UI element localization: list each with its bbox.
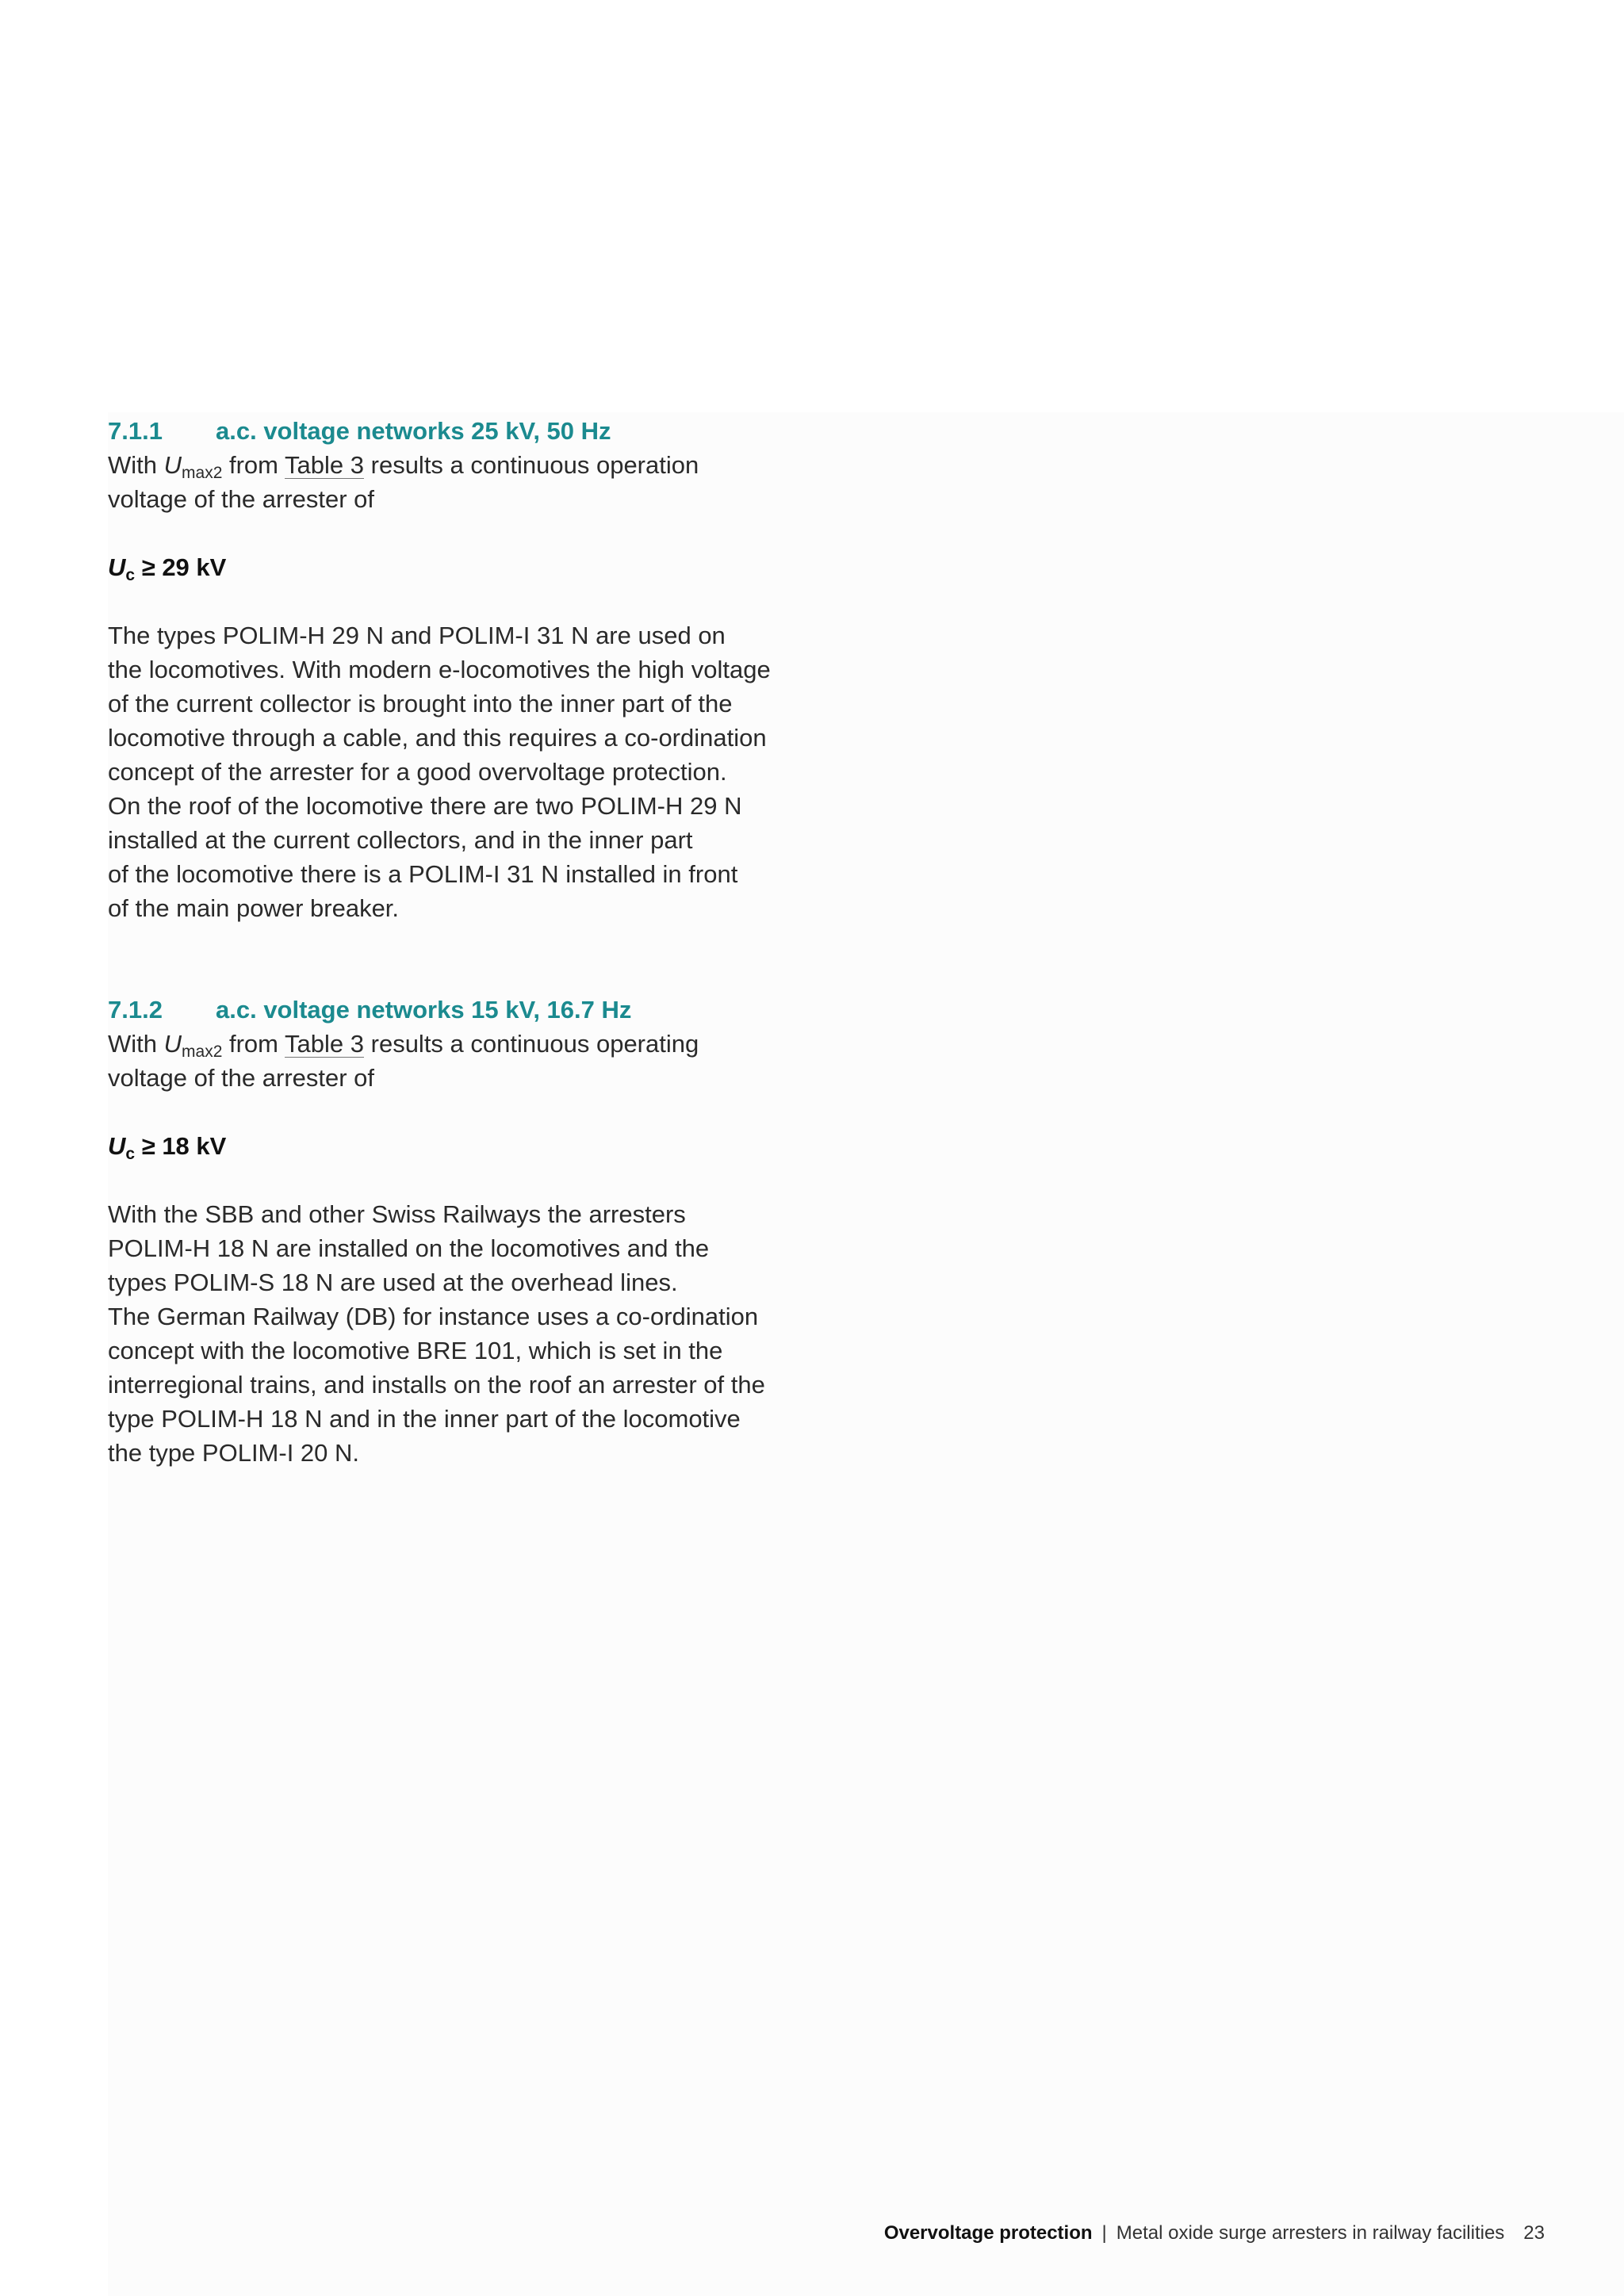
- footer-separator: |: [1101, 2222, 1107, 2244]
- body-line: of the locomotive there is a POLIM-I 31 N installed in front: [108, 860, 738, 888]
- subscript: max2: [182, 1043, 223, 1061]
- body-line: locomotive through a cable, and this requires a co-ordination: [108, 724, 767, 752]
- section-heading: [108, 993, 869, 1027]
- body-line: With the SBB and other Swiss Railways the arresters: [108, 1200, 686, 1228]
- section-title: a.c. voltage networks 15 kV, 16.7 Hz: [216, 996, 632, 1024]
- formula: [108, 550, 869, 584]
- body-line: On the roof of the locomotive there are two POLIM-H 29 N: [108, 792, 742, 820]
- formula-text: ≥ 18 kV: [135, 1132, 227, 1160]
- body-line: concept with the locomotive BRE 101, which is set in the: [108, 1337, 723, 1364]
- intro-text: from: [222, 451, 285, 479]
- intro-text: With: [108, 1030, 164, 1058]
- section-7-1-2: [108, 993, 869, 1470]
- intro-line: [108, 448, 869, 482]
- section-number: 7.1.1: [108, 417, 163, 445]
- formula-text: ≥ 29 kV: [135, 553, 227, 581]
- table-3-link[interactable]: Table 3: [285, 451, 365, 479]
- section-heading: [108, 414, 869, 448]
- body-line: installed at the current collectors, and in the inner part: [108, 826, 693, 854]
- formula-subscript: c: [125, 566, 136, 584]
- body-line: the locomotives. With modern e-locomotives the high voltage: [108, 656, 771, 683]
- body-line: type POLIM-H 18 N and in the inner part of the locomotive: [108, 1405, 741, 1433]
- formula-symbol: U: [108, 553, 126, 581]
- footer-subtitle: Metal oxide surge arresters in railway facilities: [1116, 2222, 1505, 2244]
- intro-text: results a continuous operating: [364, 1030, 699, 1058]
- page-number: 23: [1523, 2222, 1545, 2244]
- symbol: U: [163, 451, 182, 479]
- section-title: a.c. voltage networks 25 kV, 50 Hz: [216, 417, 611, 445]
- table-3-link[interactable]: Table 3: [285, 1030, 365, 1058]
- intro-text: With: [108, 451, 164, 479]
- subscript: max2: [182, 464, 223, 482]
- formula-subscript: c: [125, 1145, 136, 1163]
- intro-text: from: [222, 1030, 285, 1058]
- intro-line: [108, 1027, 869, 1061]
- intro-text: results a continuous operation: [364, 451, 699, 479]
- body-line: POLIM-H 18 N are installed on the locomotives and the: [108, 1234, 710, 1262]
- formula: [108, 1129, 869, 1163]
- body-line: types POLIM-S 18 N are used at the overhead lines.: [108, 1269, 678, 1296]
- body-line: interregional trains, and installs on the roof an arrester of the: [108, 1371, 765, 1399]
- intro-line-2: voltage of the arrester of: [108, 485, 375, 513]
- body-line: concept of the arrester for a good overvoltage protection.: [108, 758, 727, 786]
- intro-line-2: voltage of the arrester of: [108, 1064, 375, 1092]
- body-line: The German Railway (DB) for instance uses a co-ordination: [108, 1303, 759, 1330]
- section-number: 7.1.2: [108, 996, 163, 1024]
- symbol: U: [163, 1030, 182, 1058]
- body-line: of the main power breaker.: [108, 894, 400, 922]
- page-footer: [884, 2220, 1545, 2247]
- body-line: The types POLIM-H 29 N and POLIM-I 31 N are used on: [108, 622, 726, 649]
- section-7-1-1: [108, 414, 869, 925]
- footer-title: Overvoltage protection: [883, 2222, 1093, 2244]
- body-line: the type POLIM-I 20 N.: [108, 1439, 360, 1467]
- body-line: of the current collector is brought into the inner part of the: [108, 690, 733, 718]
- formula-symbol: U: [108, 1132, 126, 1160]
